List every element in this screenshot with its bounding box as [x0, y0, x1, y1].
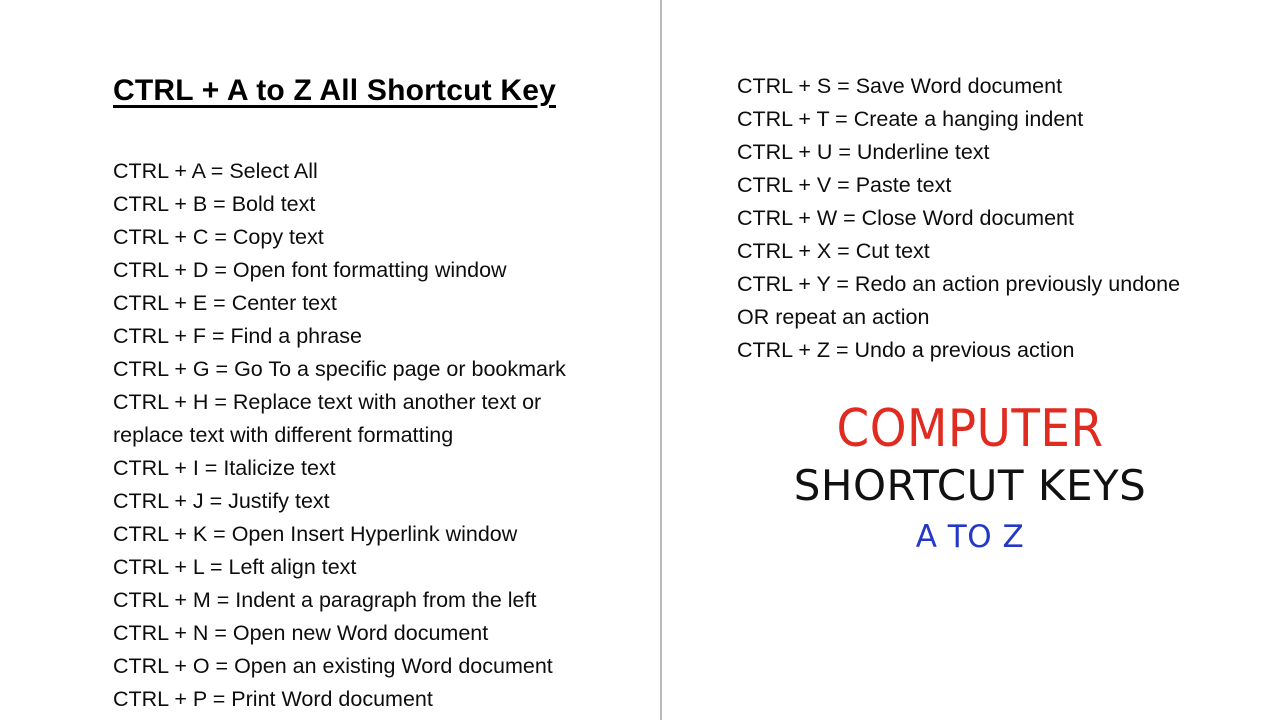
poster-logo: [660, 400, 1280, 560]
list-item: CTRL + P = Print Word document: [113, 687, 433, 711]
list-item: CTRL + V = Paste text: [737, 173, 952, 197]
list-item: CTRL + D = Open font formatting window: [113, 258, 507, 282]
list-item: CTRL + I = Italicize text: [113, 456, 336, 480]
list-item: CTRL + S = Save Word document: [737, 74, 1063, 98]
logo-line-computer: COMPUTER: [836, 399, 1104, 459]
list-item: CTRL + K = Open Insert Hyperlink window: [113, 522, 518, 546]
list-item: CTRL + C = Copy text: [113, 225, 324, 249]
list-item: CTRL + U = Underline text: [737, 140, 990, 164]
list-item: CTRL + J = Justify text: [113, 489, 330, 513]
right-shortcut-list: [737, 70, 1267, 367]
list-item: CTRL + L = Left align text: [113, 555, 357, 579]
list-item: CTRL + H = Replace text with another text or: [113, 390, 542, 414]
list-item: CTRL + M = Indent a paragraph from the left: [113, 588, 537, 612]
list-item: CTRL + X = Cut text: [737, 239, 930, 263]
list-item: CTRL + Z = Undo a previous action: [737, 338, 1075, 362]
list-item: CTRL + G = Go To a specific page or bookmark: [113, 357, 566, 381]
list-item: CTRL + E = Center text: [113, 291, 337, 315]
list-item: CTRL + F = Find a phrase: [113, 324, 362, 348]
logo-line-shortcut-keys: SHORTCUT KEYS: [793, 461, 1147, 510]
list-item: CTRL + B = Bold text: [113, 192, 316, 216]
list-item: CTRL + N = Open new Word document: [113, 621, 489, 645]
list-item: CTRL + Y = Redo an action previously undone: [737, 272, 1181, 296]
logo-line-a-to-z: A TO Z: [915, 519, 1025, 555]
list-item: CTRL + W = Close Word document: [737, 206, 1074, 230]
page-title: CTRL + A to Z All Shortcut Key: [113, 74, 556, 107]
list-item: CTRL + O = Open an existing Word document: [113, 654, 553, 678]
right-column: [660, 0, 1280, 720]
list-item: CTRL + T = Create a hanging indent: [737, 107, 1084, 131]
list-item: CTRL + A = Select All: [113, 159, 318, 183]
left-shortcut-list: [113, 155, 653, 716]
list-item-continuation: OR repeat an action: [737, 305, 930, 329]
list-item-continuation: replace text with different formatting: [113, 423, 454, 447]
